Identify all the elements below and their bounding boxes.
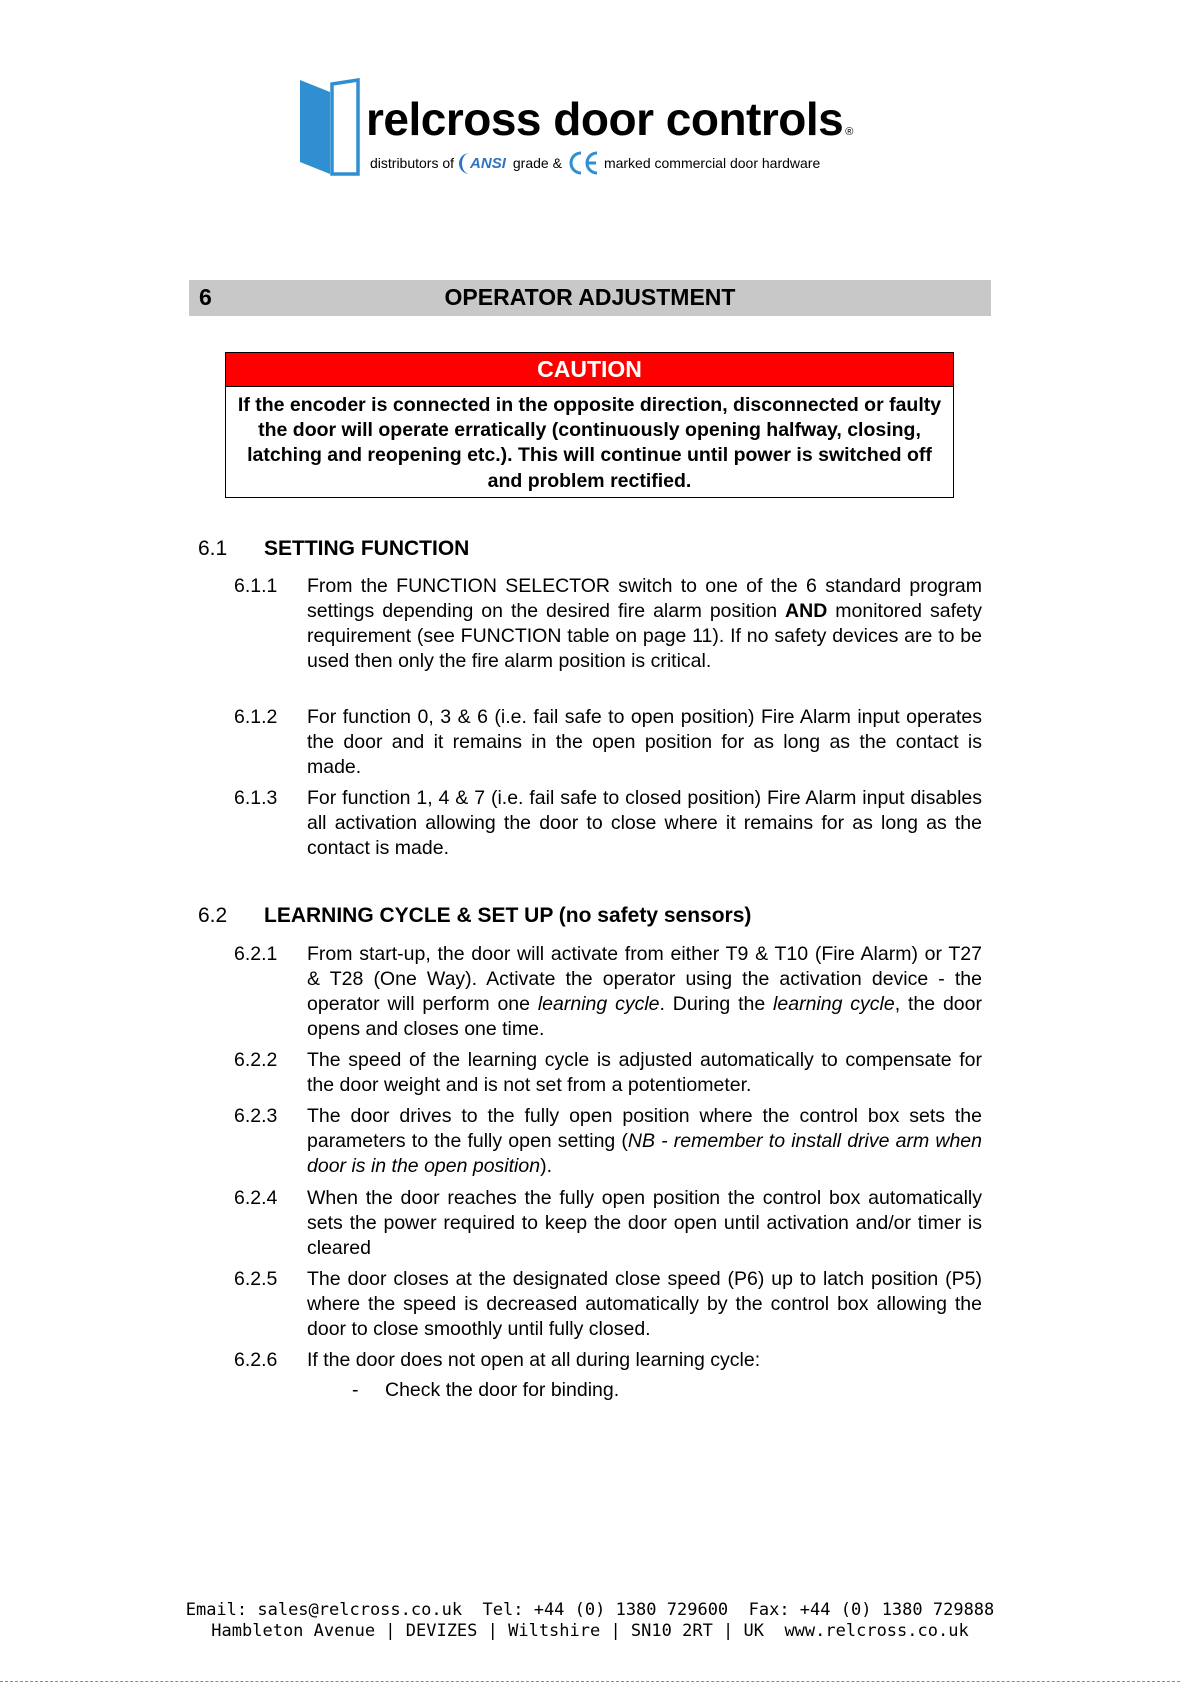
list-item-6-1-2: [234, 705, 982, 780]
item-text: For function 0, 3 & 6 (i.e. fail safe to open position) Fire Alarm input operates the door and it remains in the open position for as long as the contact is made.: [307, 706, 982, 779]
door-logo-icon: [298, 78, 362, 176]
item-text: From the FUNCTION SELECTOR switch to one of the 6 standard program settings depending on the desired fire alarm position AND monitored safety requirement (see FUNCTION table on page 11). If no safety devices are to be used then only the fire alarm position is critical.: [307, 575, 982, 673]
item-number: 6.2.1: [234, 943, 278, 965]
list-item-6-2-6: [234, 1348, 982, 1373]
section-title: OPERATOR ADJUSTMENT: [444, 284, 736, 310]
item-number: 6.2.2: [234, 1049, 278, 1071]
tagline-middle: grade &: [512, 155, 562, 171]
item-text: The door drives to the fully open position where the control box sets the parameters to the fully open setting (NB - remember to install drive arm when door is in the open position).: [307, 1105, 982, 1178]
item-number: 6.2.5: [234, 1268, 278, 1290]
company-logo: [298, 78, 898, 178]
item-text: The door closes at the designated close speed (P6) up to latch position (P5) where the speed is decreased automatically by the control box allowing the door to close smoothly until fully closed.: [307, 1268, 982, 1341]
list-item-6-2-5: [234, 1267, 982, 1342]
ansi-mark: ANSI: [459, 153, 508, 174]
list-item-6-1-1: [234, 574, 982, 674]
item-number: 6.2.3: [234, 1105, 278, 1127]
subsection-heading-6-1: [198, 537, 469, 561]
dash-mark: -: [352, 1379, 359, 1401]
subsection-title: LEARNING CYCLE & SET UP (no safety sensors): [264, 904, 752, 927]
page-bottom-rule: [0, 1681, 1180, 1682]
list-item-6-2-2: [234, 1048, 982, 1098]
footer-contact-line: Email: sales@relcross.co.uk Tel: +44 (0) 1380 729600 Fax: +44 (0) 1380 729888: [185, 1600, 995, 1620]
caution-title: CAUTION: [226, 353, 953, 387]
dash-list-item: [352, 1378, 619, 1403]
item-text: From start-up, the door will activate from either T9 & T10 (Fire Alarm) or T27 & T28 (One Way). Activate the operator using the activation device - the operator will perform one learning cycle. During the learning cycle, the door opens and closes one time.: [307, 943, 982, 1041]
item-number: 6.2.6: [234, 1349, 278, 1371]
company-tagline: [370, 150, 820, 176]
item-number: 6.1.3: [234, 787, 278, 809]
subsection-number: 6.1: [198, 537, 228, 560]
tagline-after: marked commercial door hardware: [603, 155, 821, 171]
ce-mark-icon: [566, 150, 600, 176]
item-number: 6.2.4: [234, 1187, 278, 1209]
subsection-title: SETTING FUNCTION: [264, 537, 470, 560]
item-text: If the door does not open at all during learning cycle:: [307, 1349, 761, 1371]
list-item-6-2-1: [234, 942, 982, 1042]
footer-address-line: Hambleton Avenue | DEVIZES | Wiltshire | SN10 2RT | UK www.relcross.co.uk: [211, 1621, 969, 1641]
list-item-6-1-3: [234, 786, 982, 861]
item-text: The speed of the learning cycle is adjusted automatically to compensate for the door weight and is not set from a potentiometer.: [307, 1049, 982, 1097]
item-text: When the door reaches the fully open position the control box automatically sets the power required to keep the door open until activation and/or timer is cleared: [307, 1187, 982, 1260]
item-text: For function 1, 4 & 7 (i.e. fail safe to closed position) Fire Alarm input disables all activation allowing the door to close where it remains for as long as the contact is made.: [307, 787, 982, 860]
list-item-6-2-3: [234, 1104, 982, 1179]
subsection-number: 6.2: [198, 904, 228, 927]
tagline-before: distributors of: [370, 155, 455, 171]
caution-text: If the encoder is connected in the opposite direction, disconnected or faulty the door will operate erratically (continuously opening halfway, closing, latching and reopening etc.). This will continue until power is switched off and problem rectified.: [237, 394, 942, 492]
section-number: 6: [199, 284, 212, 310]
registered-mark: ®: [845, 126, 853, 138]
dash-item-text: Check the door for binding.: [385, 1379, 620, 1401]
list-item-6-2-4: [234, 1186, 982, 1261]
item-number: 6.1.1: [234, 575, 278, 597]
company-name: relcross door controls ®: [366, 93, 853, 145]
caution-box: [225, 352, 954, 498]
section-heading: [189, 280, 991, 316]
subsection-heading-6-2: [198, 904, 751, 928]
item-number: 6.1.2: [234, 706, 278, 728]
